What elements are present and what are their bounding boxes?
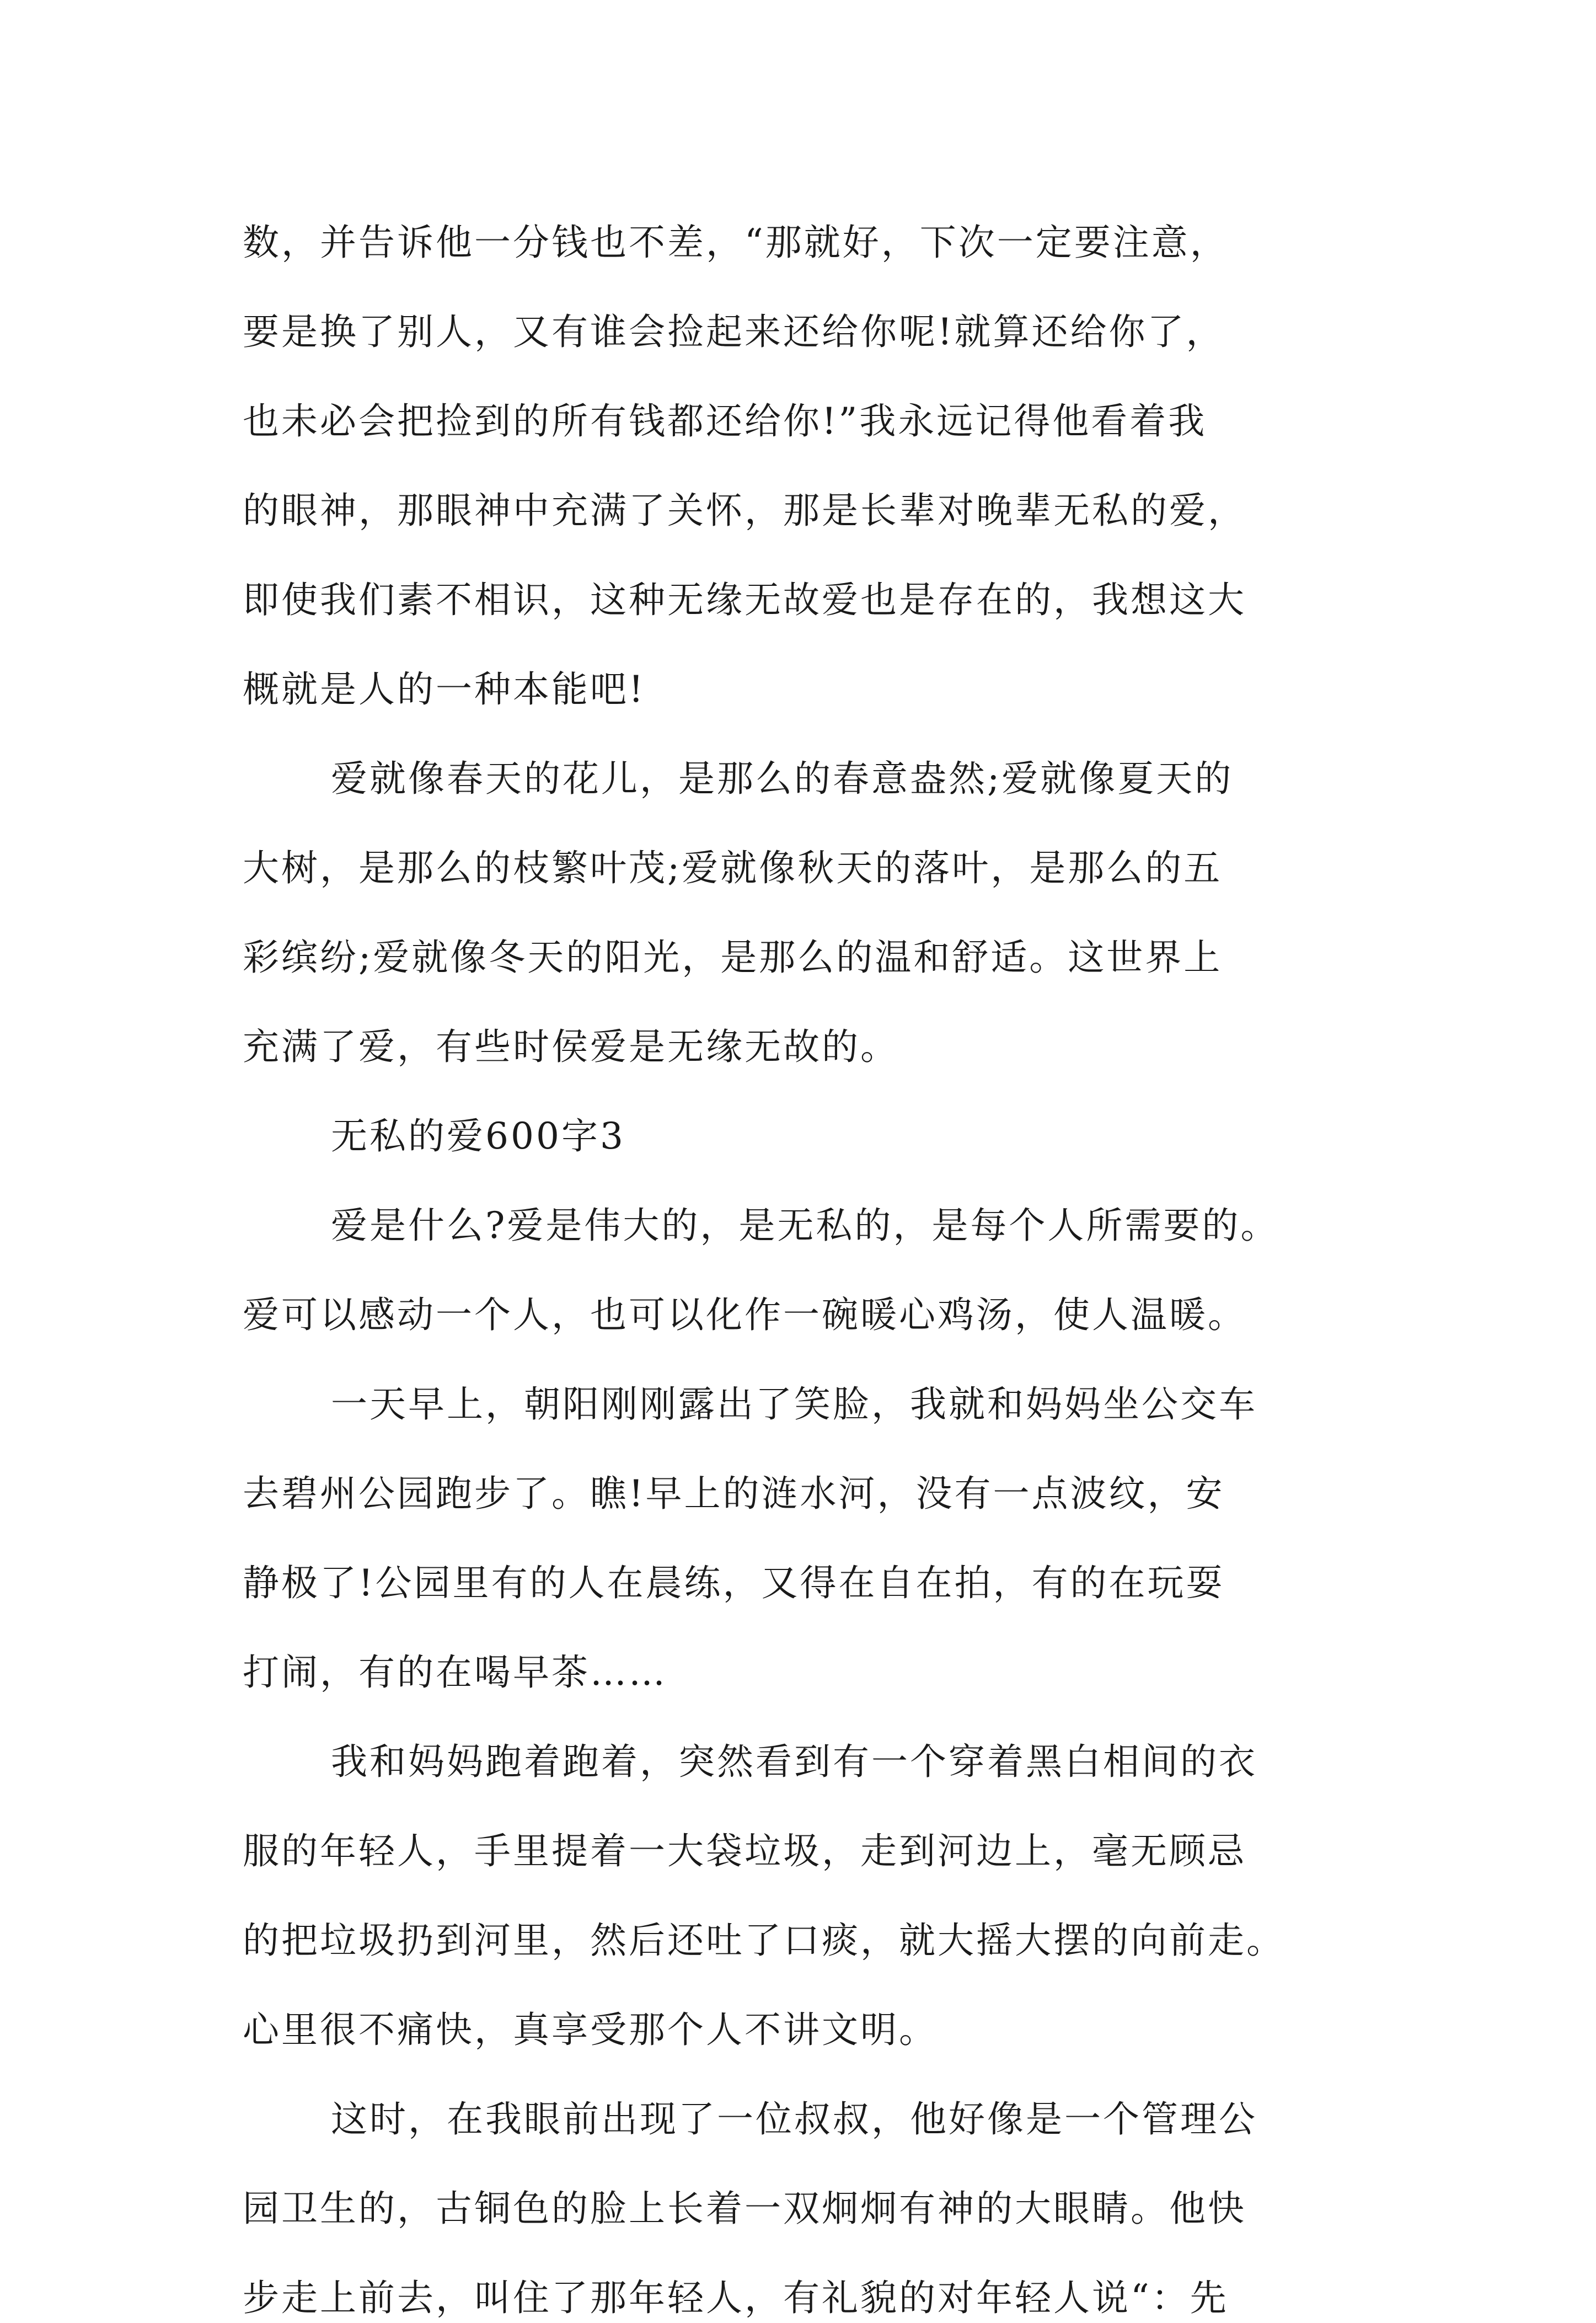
text-line: 充满了爱，有些时侯爱是无缘无故的。 <box>243 1026 899 1068</box>
section-heading: 无私的爱600字3 <box>331 1115 625 1157</box>
text-line: 一天早上，朝阳刚刚露出了笑脸，我就和妈妈坐公交车 <box>331 1383 1257 1425</box>
text-line: 的把垃圾扔到河里，然后还吐了口痰，就大摇大摆的向前走。 <box>243 1919 1285 1962</box>
text-line: 去碧州公园跑步了。瞧!早上的涟水河，没有一点波纹，安 <box>243 1472 1225 1515</box>
text-line: 爱可以感动一个人，也可以化作一碗暖心鸡汤，使人温暖。 <box>243 1294 1246 1336</box>
text-line: 爱是什么?爱是伟大的，是无私的，是每个人所需要的。 <box>331 1204 1279 1247</box>
text-line: 步走上前去，叫住了那年轻人，有礼貌的对年轻人说“：先 <box>243 2277 1229 2319</box>
text-line: 心里很不痛快，真享受那个人不讲文明。 <box>243 2009 938 2051</box>
text-line: 我和妈妈跑着跑着，突然看到有一个穿着黑白相间的衣 <box>331 1740 1257 1783</box>
text-line: 概就是人的一种本能吧! <box>243 668 646 711</box>
text-line: 打闹，有的在喝早茶…… <box>243 1651 667 1694</box>
text-line: 爱就像春天的花儿，是那么的春意盎然;爱就像夏天的 <box>331 757 1234 800</box>
text-line: 静极了!公园里有的人在晨练，又得在自在拍，有的在玩耍 <box>243 1562 1225 1604</box>
text-line: 也未必会把捡到的所有钱都还给你!”我永远记得他看着我 <box>243 400 1207 442</box>
text-line: 园卫生的，古铜色的脸上长着一双炯炯有神的大眼睛。他快 <box>243 2187 1246 2230</box>
text-line: 这时，在我眼前出现了一位叔叔，他好像是一个管理公 <box>331 2098 1257 2140</box>
text-line: 彩缤纷;爱就像冬天的阳光，是那么的温和舒适。这世界上 <box>243 936 1223 979</box>
text-line: 服的年轻人，手里提着一大袋垃圾，走到河边上，毫无顾忌 <box>243 1830 1246 1872</box>
text-line: 的眼神，那眼神中充满了关怀，那是长辈对晚辈无私的爱， <box>243 489 1246 532</box>
text-line: 大树，是那么的枝繁叶茂;爱就像秋天的落叶，是那么的五 <box>243 847 1223 889</box>
text-line: 即使我们素不相识，这种无缘无故爱也是存在的，我想这大 <box>243 579 1246 621</box>
text-line: 数，并告诉他一分钱也不差，“那就好，下次一定要注意， <box>243 221 1229 264</box>
text-line: 要是换了别人，又有谁会捡起来还给你呢!就算还给你了， <box>243 311 1225 353</box>
